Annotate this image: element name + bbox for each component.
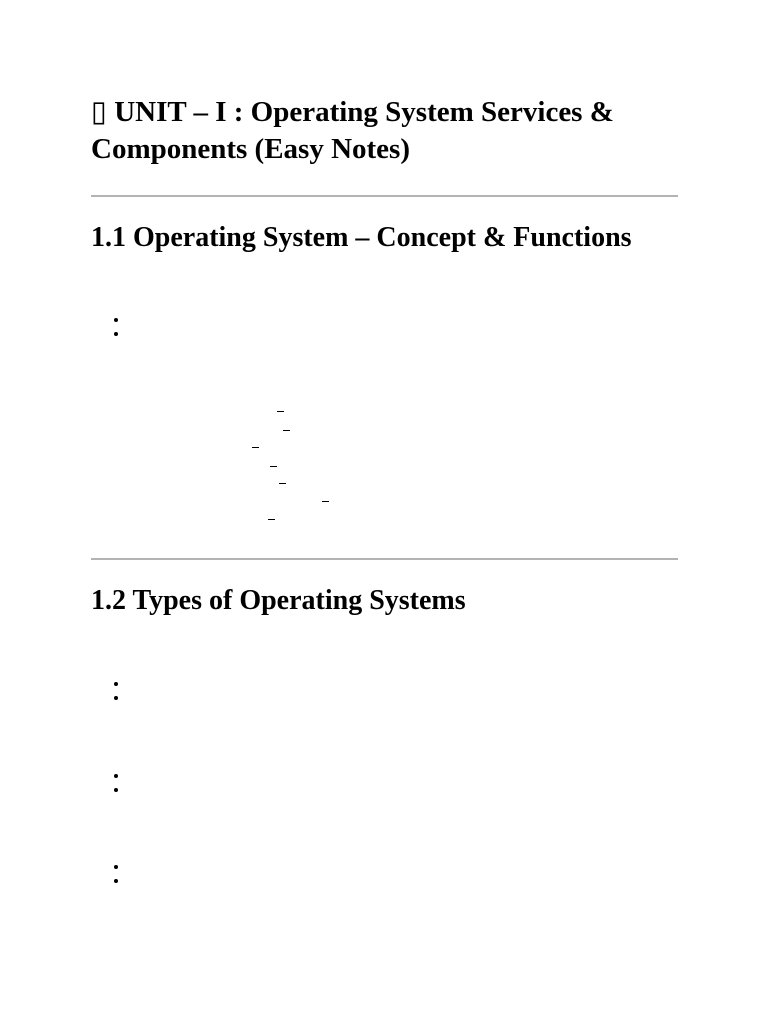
colon-marker bbox=[112, 861, 120, 889]
dash-marker bbox=[279, 483, 286, 484]
section-divider bbox=[91, 195, 678, 197]
colon-marker bbox=[112, 770, 120, 798]
section-heading-1-2: 1.2 Types of Operating Systems bbox=[91, 585, 466, 616]
dash-marker bbox=[277, 411, 284, 412]
colon-marker bbox=[112, 314, 120, 342]
dash-marker bbox=[268, 519, 275, 520]
page-title: ▯ UNIT – I : Operating System Services & Components (Easy Notes) bbox=[91, 96, 614, 165]
dash-marker bbox=[252, 447, 259, 448]
section-divider bbox=[91, 558, 678, 560]
colon-marker bbox=[112, 678, 120, 706]
dash-marker bbox=[283, 430, 290, 431]
dash-marker bbox=[322, 501, 329, 502]
dash-marker bbox=[270, 466, 277, 467]
section-heading-1-1: 1.1 Operating System – Concept & Functions bbox=[91, 222, 632, 253]
